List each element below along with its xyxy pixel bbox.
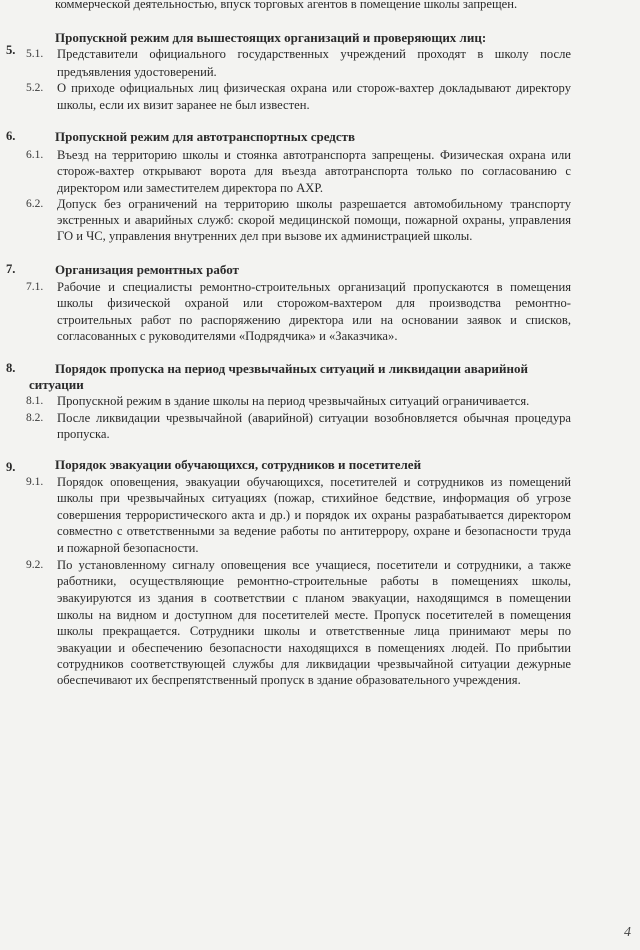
section-number: 6. [6, 129, 16, 143]
item-number: 6.2. [26, 198, 44, 210]
item-number: 8.1. [26, 395, 44, 407]
paragraph-line: строительных работ по распоряжению директора или на основании заявок и списков, [57, 313, 571, 327]
paragraph-line: и пожарной безопасности. [57, 541, 199, 555]
section-heading: Пропускной режим для автотранспортных средств [55, 129, 356, 144]
paragraph-line: школы при чрезвычайных ситуациях (пожар, стихийное бедствие, информация об угрозе [57, 491, 571, 505]
section-heading: ситуации [29, 377, 84, 392]
paragraph-line: ГО и ЧС, управления внутренних дел при вызове их администрацией школы. [57, 229, 473, 243]
section-heading: Организация ремонтных работ [55, 262, 239, 277]
paragraph-line: школы, если их визит заранее не был известен. [57, 98, 310, 112]
paragraph-line: По установленному сигналу оповещения все учащиеся, посетители и сотрудники, а также [57, 558, 571, 572]
paragraph-line: эвакуируются из здания в соответствии с планом эвакуации, находящимся в помещении [57, 591, 571, 605]
section-heading: Порядок эвакуации обучающихся, сотрудников и посетителей [55, 457, 422, 472]
paragraph-line: Допуск без ограничений на территорию школы разрешается автомобильному транспорту [57, 197, 571, 211]
paragraph-line: Рабочие и специалисты ремонтно-строительных организаций пропускаются в помещения [57, 280, 571, 294]
paragraph-line: согласованных с руководителями «Подрядчика» и «Заказчика». [57, 329, 398, 343]
paragraph-line: предъявления удостоверений. [57, 65, 217, 79]
item-number: 8.2. [26, 412, 44, 424]
section-number: 8. [6, 361, 16, 375]
paragraph-line: работники, осуществляющие ремонтно-строительные работы в помещениях школы, [57, 574, 571, 588]
paragraph-line: совершения террористического акта и др.) и порядок их охраны разрабатывается директором [57, 508, 571, 522]
section-number: 7. [6, 262, 16, 276]
paragraph-line: пропуска. [57, 427, 110, 441]
item-number: 5.1. [26, 48, 44, 60]
paragraph-line: директором или заместителем директора по АХР. [57, 181, 323, 195]
paragraph-line: школы прекращается. Сотрудники школы и ответственные лица принимают меры по [57, 624, 571, 638]
paragraph-line: обеспечивают их беспрепятственный пропуск в здание образовательного учреждения. [57, 673, 521, 687]
section-heading: Порядок пропуска на период чрезвычайных ситуаций и ликвидации аварийной [55, 361, 528, 376]
paragraph-line: сторож-вахтер открывают ворота для въезда автотранспорта только по согласованию с [57, 164, 571, 178]
paragraph-line: коммерческой деятельностью, впуск торговых агентов в помещение школы запрещен. [55, 0, 518, 11]
paragraph-line: Представители официального государственных учреждений проходят в школу после [57, 47, 571, 61]
paragraph-line: Пропускной режим в здание школы на период чрезвычайных ситуаций ограничивается. [57, 394, 530, 408]
item-number: 9.1. [26, 476, 44, 488]
paragraph-line: сотрудников соответствующей службы для ликвидации чрезвычайной ситуации дежурные [57, 657, 571, 671]
section-heading: Пропускной режим для вышестоящих организаций и проверяющих лиц: [55, 30, 487, 45]
section-number: 5. [6, 43, 16, 57]
paragraph-line: После ликвидации чрезвычайной (аварийной) ситуации возобновляется обычная процедура [57, 411, 571, 425]
paragraph-line: школы на видном и доступном для посетителей месте. Пропуск посетителей в помещения [57, 608, 571, 622]
paragraph-line: эвакуации и обеспечению безопасности находящихся в помещениях людей. По прибытии [57, 641, 571, 655]
paragraph-line: Порядок оповещения, эвакуации обучающихся, посетителей и сотрудников из помещений [57, 475, 571, 489]
item-number: 7.1. [26, 281, 44, 293]
paragraph-line: Въезд на территорию школы и стоянка автотранспорта запрещены. Физическая охрана или [57, 148, 571, 162]
item-number: 9.2. [26, 559, 44, 571]
paragraph-line: О приходе официальных лиц физическая охрана или сторож-вахтер докладывают директору [57, 81, 571, 95]
paragraph-line: совместно с ответственными за ведение работы по антитеррору, охране и безопасности труда [57, 524, 571, 538]
page-number: 4 [624, 925, 631, 940]
item-number: 5.2. [26, 82, 44, 94]
paragraph-line: экстренных и аварийных служб: скорой медицинской помощи, пожарной охраны, управления [57, 213, 571, 227]
section-number: 9. [6, 460, 16, 474]
item-number: 6.1. [26, 149, 44, 161]
paragraph-line: школы физической охраной или сторожом-вахтером для производства ремонтно- [57, 296, 571, 310]
